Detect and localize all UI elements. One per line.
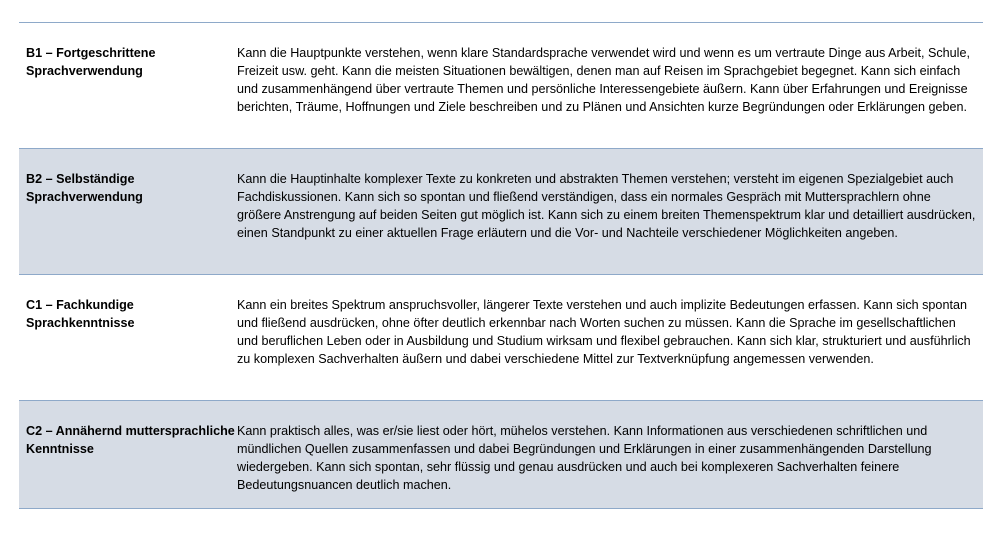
level-description: Kann ein breites Spektrum anspruchsvoller, längerer Texte verstehen und auch implizite Bedeutungen erfassen. Kann sich spontan und fließend ausdrücken, ohne öfter deutlich erkennbar nach Worten suchen zu müssen. Kann die Sprache im gesellschaftlichen und beruflichen Leben oder in Ausbildung und Studium wirksam und flexibel gebrauchen. Kann sich klar, strukturiert und ausführlich zu komplexen Sachverhalten äußern und dabei verschiedene Mittel zur Textverknüpfung angemessen verwenden. (237, 298, 971, 366)
table-row-c2 (19, 401, 983, 509)
level-description: Kann die Hauptinhalte komplexer Texte zu konkreten und abstrakten Themen verstehen; versteht im eigenen Spezialgebiet auch Fachdiskussionen. Kann sich so spontan und fließend verständigen, dass ein normales Gespräch mit Muttersprachlern ohne größere Anstrengung auf beiden Seiten gut möglich ist. Kann sich zu einem breiten Themenspektrum klar und detailliert ausdrücken, einen Standpunkt zu einer aktuellen Frage erläutern und die Vor- und Nachteile verschiedener Möglichkeiten angeben. (237, 172, 976, 240)
table-row-b2 (19, 149, 983, 275)
level-label: C2 – Annähernd muttersprachliche Kenntnisse (26, 424, 235, 456)
level-label: B1 – Fortgeschrittene Sprachverwendung (26, 46, 156, 78)
level-label: C1 – Fachkundige Sprachkenntnisse (26, 298, 135, 330)
level-description: Kann die Hauptpunkte verstehen, wenn klare Standardsprache verwendet wird und wenn es um vertraute Dinge aus Arbeit, Schule, Freizeit usw. geht. Kann die meisten Situationen bewältigen, denen man auf Reisen im Sprachgebiet begegnet. Kann sich einfach und zusammenhängend über vertraute Themen und persönliche Interessengebiete äußern. Kann über Erfahrungen und Ereignisse berichten, Träume, Hoffnungen und Ziele beschreiben und zu Plänen und Ansichten kurze Begründungen oder Erklärungen geben. (237, 46, 970, 114)
level-description: Kann praktisch alles, was er/sie liest oder hört, mühelos verstehen. Kann Informationen aus verschiedenen schriftlichen und mündlichen Quellen zusammenfassen und dabei Begründungen und Erklärungen in einer zusammenhängenden Darstellung wiedergeben. Kann sich spontan, sehr flüssig und genau ausdrücken und auch bei komplexeren Sachverhalten feinere Bedeutungsnuancen deutlich machen. (237, 424, 932, 492)
level-label: B2 – Selbständige Sprachverwendung (26, 172, 143, 204)
language-levels-table (19, 22, 983, 509)
table-row-c1 (19, 275, 983, 401)
table-row-b1 (19, 23, 983, 149)
